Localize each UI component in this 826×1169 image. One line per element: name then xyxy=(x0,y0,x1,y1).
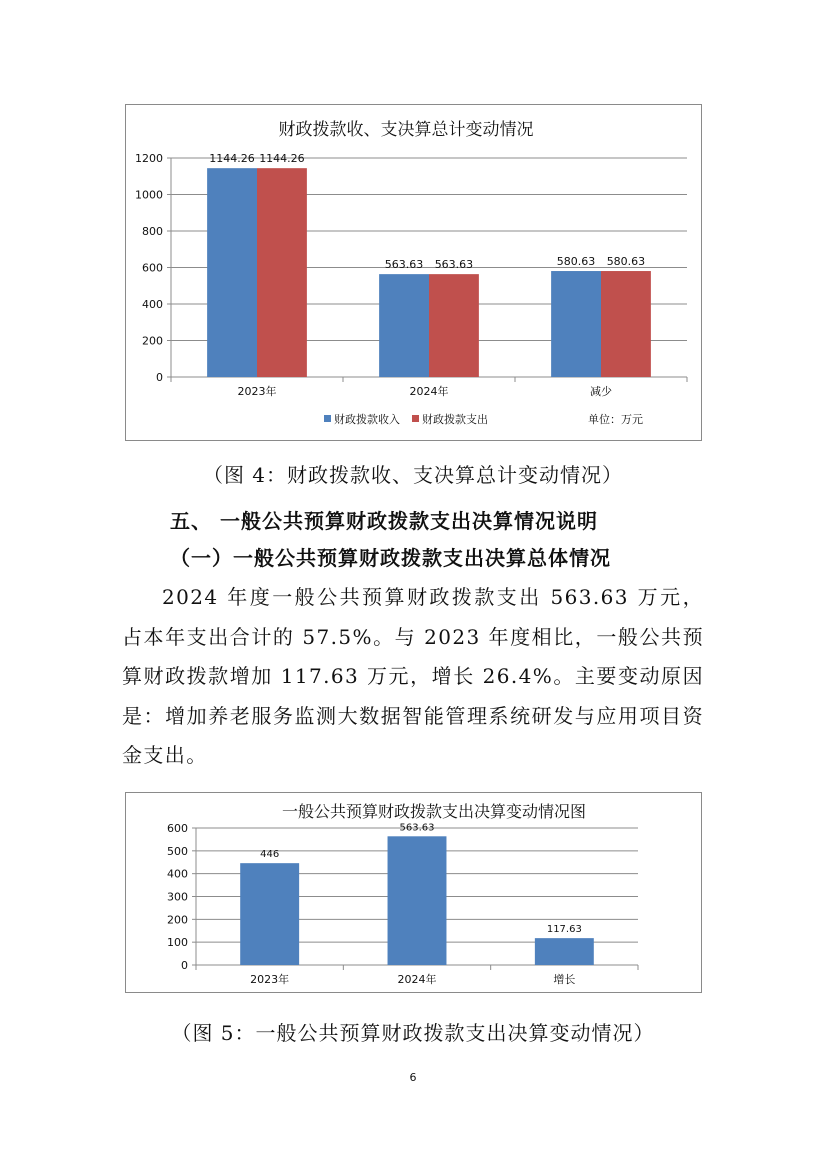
y-tick-label: 1000 xyxy=(135,188,163,202)
data-label: 117.63 xyxy=(546,924,582,936)
y-tick-label: 600 xyxy=(142,261,163,275)
bar xyxy=(207,168,257,377)
legend-label: 财政拨款收入 xyxy=(334,413,400,426)
bar xyxy=(240,863,299,965)
section-heading: 五、 一般公共预算财政拨款支出决算情况说明 xyxy=(170,509,598,533)
y-tick-label: 400 xyxy=(142,298,163,311)
y-tick-label: 500 xyxy=(167,844,188,858)
y-tick-label: 200 xyxy=(167,913,188,927)
chart-title: 财政拨款收、支决算总计变动情况 xyxy=(278,120,534,140)
x-category-label: 2024年 xyxy=(397,973,437,986)
chart-fiscal-income-expenditure xyxy=(125,104,702,441)
body-paragraph: 2024 年度一般公共预算财政拨款支出 563.63 万元，占本年支出合计的 57.5%。与 2023 年度相比，一般公共预算财政拨款增加 117.63 万元，增长 26.4%。主要变动原因是：增加养老服务监测大数据智能管理系统研发与应用项目资金支出。 xyxy=(122,585,704,767)
y-tick-label: 600 xyxy=(167,822,188,835)
legend-swatch xyxy=(324,415,331,422)
legend-label: 财政拨款支出 xyxy=(422,413,488,426)
chart-1-canvas xyxy=(126,105,703,442)
bar xyxy=(601,271,651,377)
chart-title: 一般公共预算财政拨款支出决算变动情况图 xyxy=(281,802,587,821)
data-label: 563.63 xyxy=(399,822,435,834)
data-label: 446 xyxy=(260,849,280,861)
subsection-heading: （一）一般公共预算财政拨款支出决算总体情况 xyxy=(170,546,611,570)
data-label: 563.63 xyxy=(434,258,474,272)
y-tick-label: 100 xyxy=(167,936,188,950)
bar xyxy=(379,274,429,377)
x-category-label: 2023年 xyxy=(237,385,277,398)
data-label: 580.63 xyxy=(606,255,646,269)
bar xyxy=(257,168,307,377)
legend-swatch xyxy=(412,415,419,422)
x-category-label: 2023年 xyxy=(250,973,290,986)
bar xyxy=(551,271,601,377)
data-label: 1144.26 xyxy=(209,152,255,166)
data-label: 563.63 xyxy=(384,258,424,272)
y-tick-label: 1200 xyxy=(135,152,163,165)
figure-4-caption: （图 4：财政拨款收、支决算总计变动情况） xyxy=(202,463,624,487)
data-label: 1144.26 xyxy=(259,152,305,166)
y-tick-label: 800 xyxy=(142,225,163,238)
chart-general-budget-expenditure xyxy=(125,792,702,993)
x-category-label: 2024年 xyxy=(409,385,449,398)
figure-5-caption: （图 5：一般公共预算财政拨款支出决算变动情况） xyxy=(171,1021,655,1045)
x-category-label: 增长 xyxy=(553,973,576,986)
page-number: 6 xyxy=(409,1071,417,1084)
data-label: 580.63 xyxy=(556,255,596,269)
unit-note: 单位：万元 xyxy=(588,413,643,426)
y-tick-label: 300 xyxy=(167,890,188,904)
bar xyxy=(429,274,479,377)
y-tick-label: 0 xyxy=(156,371,163,384)
y-tick-label: 200 xyxy=(142,334,163,348)
x-category-label: 减少 xyxy=(590,385,612,398)
y-tick-label: 0 xyxy=(181,959,188,972)
bar xyxy=(388,836,447,965)
y-tick-label: 400 xyxy=(167,867,188,881)
chart-2-canvas xyxy=(126,793,703,994)
bar xyxy=(535,938,594,965)
